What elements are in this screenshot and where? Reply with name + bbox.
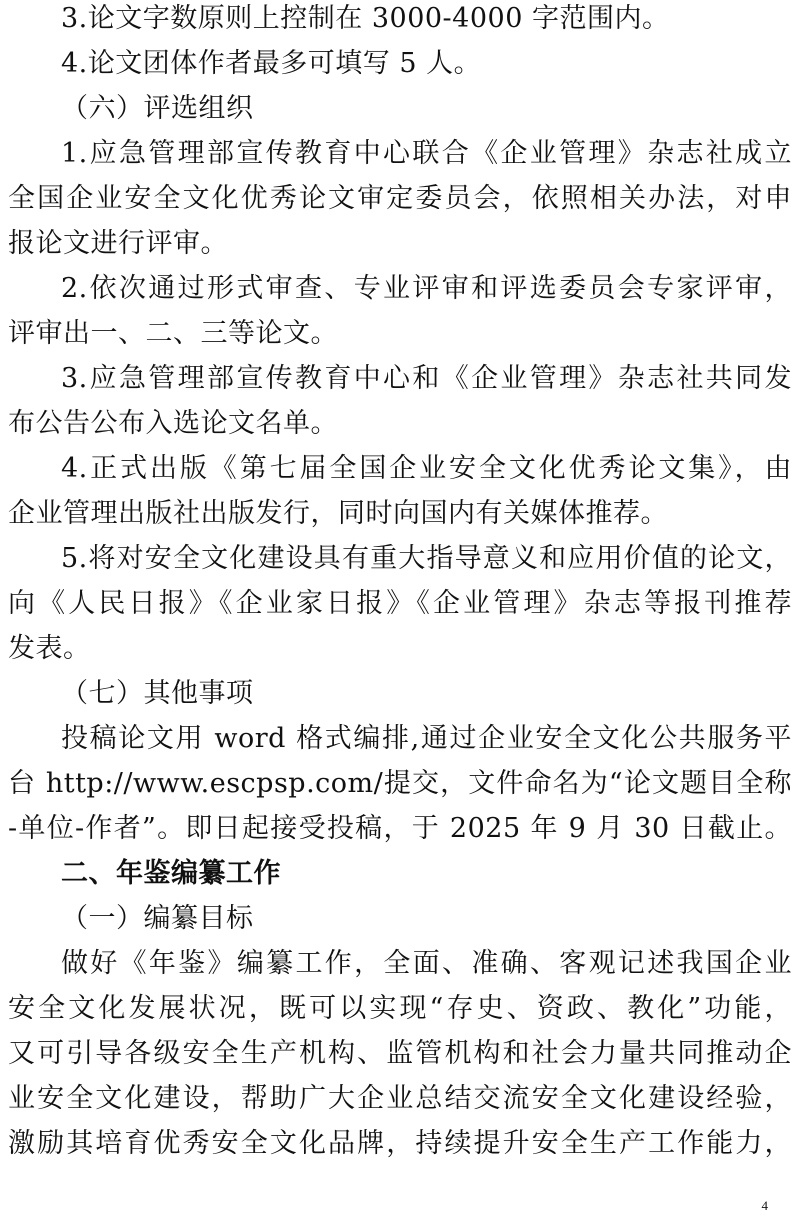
page-number: 4 <box>761 1198 768 1213</box>
text-line: 企业管理出版社出版发行，同时向国内有关媒体推荐。 <box>8 498 668 529</box>
text-line: 4.正式出版《第七届全国企业安全文化优秀论文集》，由 <box>61 453 792 484</box>
text-line: 5.将对安全文化建设具有重大指导意义和应用价值的论文， <box>61 543 792 574</box>
text-line: 发表。 <box>8 633 91 664</box>
text-line: 布公告公布入选论文名单。 <box>8 408 338 439</box>
text-line: 3.论文字数原则上控制在 3000-4000 字范围内。 <box>61 3 670 34</box>
text-line: 投稿论文用 word 格式编排,通过企业安全文化公共服务平 <box>61 723 792 754</box>
text-line: -单位-作者”。即日起接受投稿，于 2025 年 9 月 30 日截止。 <box>8 813 792 844</box>
text-line: 全国企业安全文化优秀论文审定委员会，依照相关办法，对申 <box>8 183 792 214</box>
text-line: 又可引导各级安全生产机构、监管机构和社会力量共同推动企 <box>8 1038 792 1069</box>
text-line: 4.论文团体作者最多可填写 5 人。 <box>61 48 482 79</box>
text-line: 业安全文化建设，帮助广大企业总结交流安全文化建设经验， <box>8 1083 792 1114</box>
text-line: 激励其培育优秀安全文化品牌，持续提升安全生产工作能力， <box>8 1128 792 1159</box>
text-line: 向《人民日报》《企业家日报》《企业管理》杂志等报刊推荐 <box>8 588 792 619</box>
text-line: 3.应急管理部宣传教育中心和《企业管理》杂志社共同发 <box>61 363 792 394</box>
section-heading: （七）其他事项 <box>61 678 254 709</box>
text-line: 台 http://www.escpsp.com/提交，文件命名为“论文题目全称 <box>8 768 792 799</box>
text-line: 2.依次通过形式审查、专业评审和评选委员会专家评审， <box>61 273 792 304</box>
section-heading: （一）编纂目标 <box>61 903 254 934</box>
text-line: 评审出一、二、三等论文。 <box>8 318 338 349</box>
section-heading: （六）评选组织 <box>61 93 254 124</box>
text-line: 1.应急管理部宣传教育中心联合《企业管理》杂志社成立 <box>61 138 792 169</box>
text-line: 安全文化发展状况，既可以实现“存史、资政、教化”功能， <box>8 993 792 1024</box>
chapter-heading: 二、年鉴编纂工作 <box>61 858 281 889</box>
text-line: 做好《年鉴》编纂工作，全面、准确、客观记述我国企业 <box>61 948 792 979</box>
text-line: 报论文进行评审。 <box>8 228 228 259</box>
